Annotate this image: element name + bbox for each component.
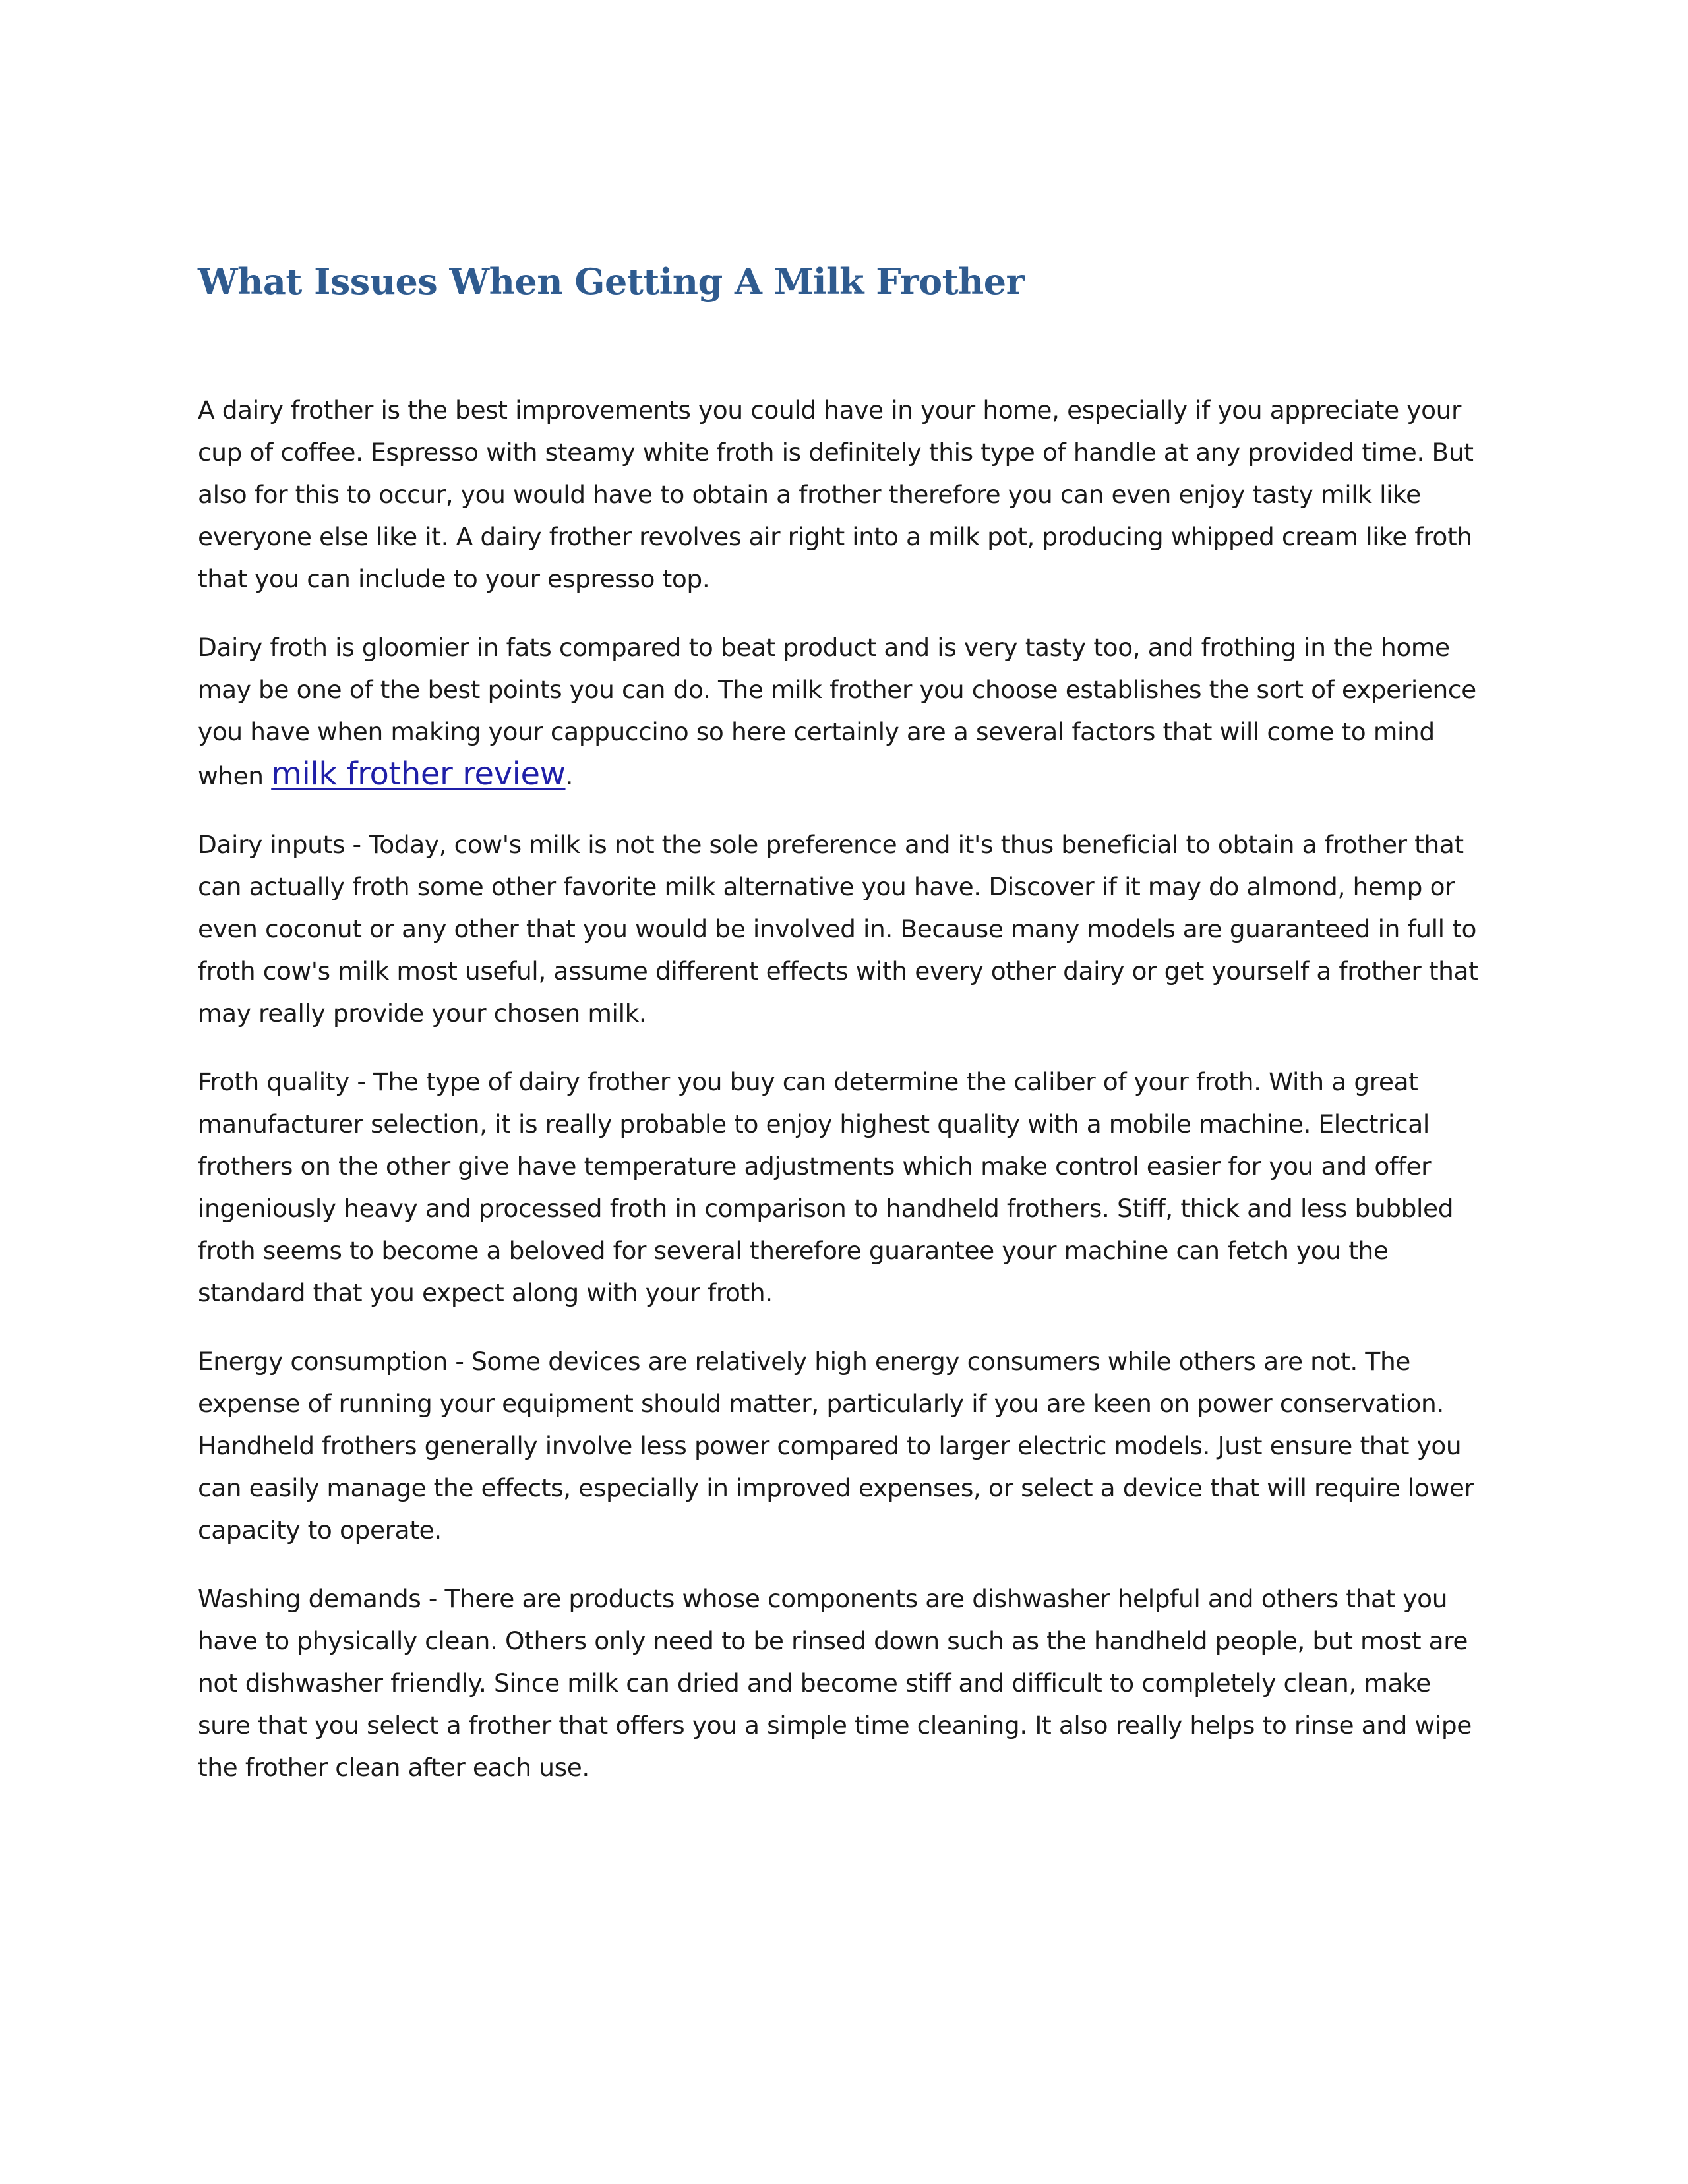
paragraph-dairy-inputs: Dairy inputs - Today, cow's milk is not the sole preference and it's thus beneficial to obtain a frother that can actually froth some other favorite milk alternative you have. Discover if it may do almond, hemp or even coconut or any other that you would be involved in. Because many models are guaranteed in full to froth cow's milk most useful, assume different effects with every other dairy or get yourself a frother that may really provide your chosen milk. <box>198 829 1478 1028</box>
paragraph-froth-quality: Froth quality - The type of dairy frother you buy can determine the caliber of your froth. With a great manufacturer selection, it is really probable to enjoy highest quality with a mobile machine. Electrical frothers on the other give have temperature adjustments which make control easier for you and offer ingeniously heavy and processed froth in comparison to handheld frothers. Stiff, thick and less bubbled froth seems to become a beloved for several therefore guarantee your machine can fetch you the standard that you expect along with your froth. <box>198 1067 1454 1307</box>
paragraph-washing-demands: Washing demands - There are products whose components are dishwasher helpful and others that you have to physically clean. Others only need to be rinsed down such as the handheld people, but most are not dishwasher friendly. Since milk can dried and become stiff and difficult to completely clean, make sure that you select a frother that offers you a simple time cleaning. It also really helps to rinse and wipe the frother clean after each use. <box>198 1583 1472 1782</box>
milk-frother-review-link[interactable]: milk frother review <box>271 755 566 792</box>
document-content <box>198 260 1490 1815</box>
paragraph-froth-factors <box>198 626 1490 797</box>
paragraph-intro: A dairy frother is the best improvements you could have in your home, especially if you appreciate your cup of coffee. Espresso with steamy white froth is definitely this type of handle at any provided time. But also for this to occur, you would have to obtain a frother therefore you can even enjoy tasty milk like everyone else like it. A dairy frother revolves air right into a milk pot, producing whipped cream like froth that you can include to your espresso top. <box>198 395 1474 593</box>
paragraph-text: Dairy froth is gloomier in fats compared to beat product and is very tasty too, and frothing in the home may be one of the best points you can do. The milk frother you choose establishes the sort of experience you have when making your cappuccino so here certainly are a several factors that will come to mind when <box>198 632 1476 790</box>
paragraph-period: . <box>565 761 574 790</box>
document-title: What Issues When Getting A Milk Frother <box>198 260 1025 303</box>
paragraph-energy-consumption: Energy consumption - Some devices are relatively high energy consumers while others are not. The expense of running your equipment should matter, particularly if you are keen on power conservation. Handheld frothers generally involve less power compared to larger electric models. Just ensure that you can easily manage the effects, especially in improved expenses, or select a device that will require lower capacity to operate. <box>198 1346 1474 1545</box>
